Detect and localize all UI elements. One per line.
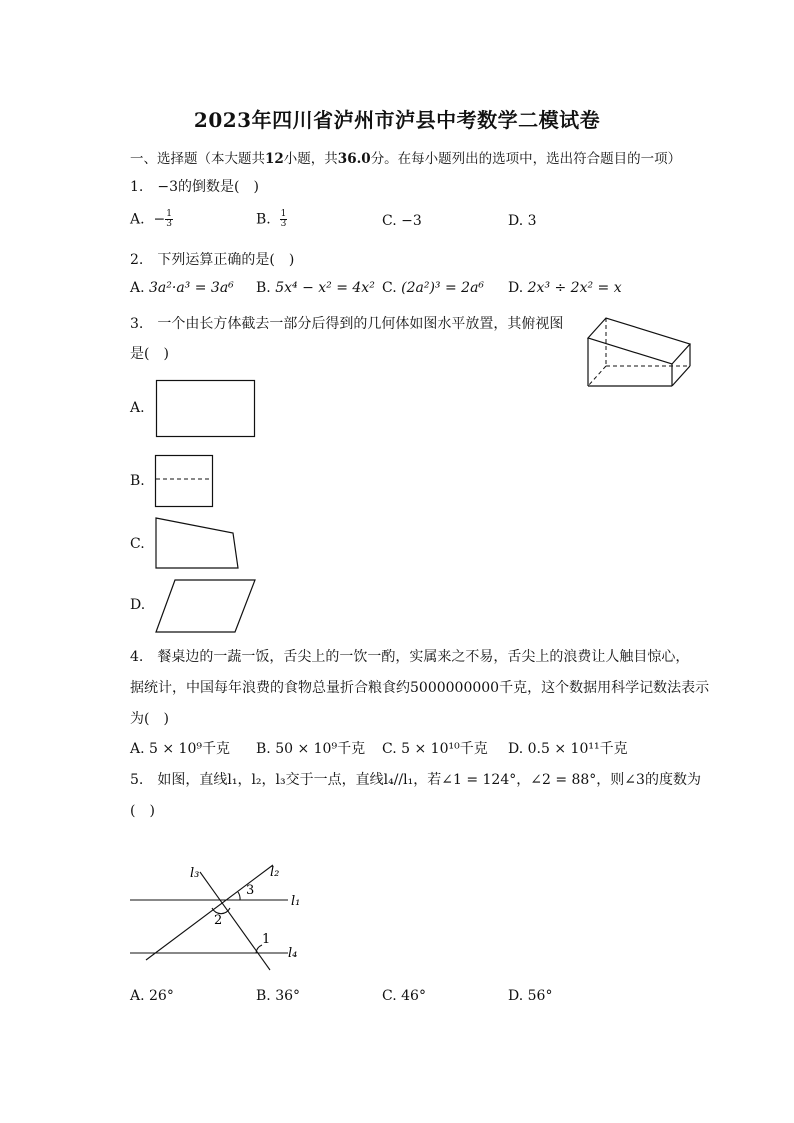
q4-option-b[interactable]: B. 50 × 10⁹千克 xyxy=(256,741,366,757)
q5-option-c[interactable]: C. 46° xyxy=(382,988,426,1004)
label-l3: l₃ xyxy=(190,866,200,881)
section-heading-mid2: 分。在每小题列出的选项中，选出符合题目的一项） xyxy=(370,151,682,167)
question-4-line3: 为( ) xyxy=(130,711,169,727)
q1-option-c[interactable]: C. −3 xyxy=(382,213,422,229)
q1-option-b[interactable]: B. $\frac{1}{3}$ xyxy=(256,209,287,229)
label-l1: l₁ xyxy=(291,894,301,909)
label-l2: l₂ xyxy=(270,865,280,880)
q3-option-b-figure[interactable] xyxy=(155,455,214,508)
q2-option-a[interactable]: A. 3a²·a³ = 3a⁶ xyxy=(130,280,234,296)
q1-option-d[interactable]: D. 3 xyxy=(508,213,537,229)
question-4-line1: 4. 餐桌边的一蔬一饭，舌尖上的一饮一酌，实属来之不易，舌尖上的浪费让人触目惊心， xyxy=(130,649,690,665)
q5-lines-figure xyxy=(128,860,308,975)
question-2-stem: 2. 下列运算正确的是( ) xyxy=(130,252,295,268)
label-angle-1: 1 xyxy=(262,932,271,947)
question-4-line2: 据统计，中国每年浪费的食物总量折合粮食约5000000000千克，这个数据用科学记数法表示 xyxy=(130,680,710,696)
question-5-line2: ( ) xyxy=(130,803,155,819)
q3-option-d-figure[interactable] xyxy=(155,579,256,633)
section-total-score: 36.0 xyxy=(337,151,371,167)
line-l2 xyxy=(146,865,273,960)
q3-option-b-letter[interactable]: B. xyxy=(130,473,145,489)
q3-option-a-letter[interactable]: A. xyxy=(130,400,145,416)
label-angle-2: 2 xyxy=(214,913,223,928)
question-1-stem: 1. −3的倒数是( ) xyxy=(130,179,259,195)
question-5-line1: 5. 如图，直线l₁，l₂，l₃交于一点，直线l₄//l₁，若∠1 = 124°，∠2 = 88°，则∠3的度数为 xyxy=(130,772,701,788)
line-l3 xyxy=(200,872,270,970)
q4-option-a[interactable]: A. 5 × 10⁹千克 xyxy=(130,741,230,757)
q5-option-d[interactable]: D. 56° xyxy=(508,988,553,1004)
solid-top-face xyxy=(588,318,690,364)
label-angle-3: 3 xyxy=(246,883,255,898)
q5-option-b[interactable]: B. 36° xyxy=(256,988,301,1004)
q3-option-d-letter[interactable]: D. xyxy=(130,597,146,613)
q5-option-a[interactable]: A. 26° xyxy=(130,988,174,1004)
q2-option-d[interactable]: D. 2x³ ÷ 2x² = x xyxy=(508,280,622,296)
q4-option-d[interactable]: D. 0.5 × 10¹¹千克 xyxy=(508,741,628,757)
section-question-count: 12 xyxy=(265,151,284,167)
question-3-stem-line2: 是( ) xyxy=(130,346,169,362)
q3-solid-figure xyxy=(586,316,692,388)
q2-option-b[interactable]: B. 5x⁴ − x² = 4x² xyxy=(256,280,375,296)
section-heading-mid1: 小题，共 xyxy=(283,151,338,167)
label-l4: l₄ xyxy=(288,946,298,961)
q4-option-c[interactable]: C. 5 × 10¹⁰千克 xyxy=(382,741,488,757)
q3-option-c-letter[interactable]: C. xyxy=(130,536,145,552)
fraction: $\frac{1}{3}$ xyxy=(280,209,287,229)
angle-3-arc xyxy=(238,892,240,900)
section-heading xyxy=(130,147,681,167)
q1-option-a[interactable]: A. − $\frac{1}{3}$ xyxy=(130,209,172,229)
q3-option-c-figure[interactable] xyxy=(155,517,240,569)
q2-option-c[interactable]: C. (2a²)³ = 2a⁶ xyxy=(382,280,485,296)
solid-hidden-edge xyxy=(588,366,606,386)
question-3-stem-line1: 3. 一个由长方体截去一部分后得到的几何体如图水平放置，其俯视图 xyxy=(130,316,564,332)
fraction: $\frac{1}{3}$ xyxy=(166,209,172,229)
page-title: 2023年四川省泸州市泸县中考数学二模试卷 xyxy=(193,108,601,132)
section-heading-prefix: 一、选择题（本大题共 xyxy=(130,151,265,167)
q3-option-a-figure[interactable] xyxy=(156,380,256,438)
solid-edge xyxy=(672,366,690,386)
